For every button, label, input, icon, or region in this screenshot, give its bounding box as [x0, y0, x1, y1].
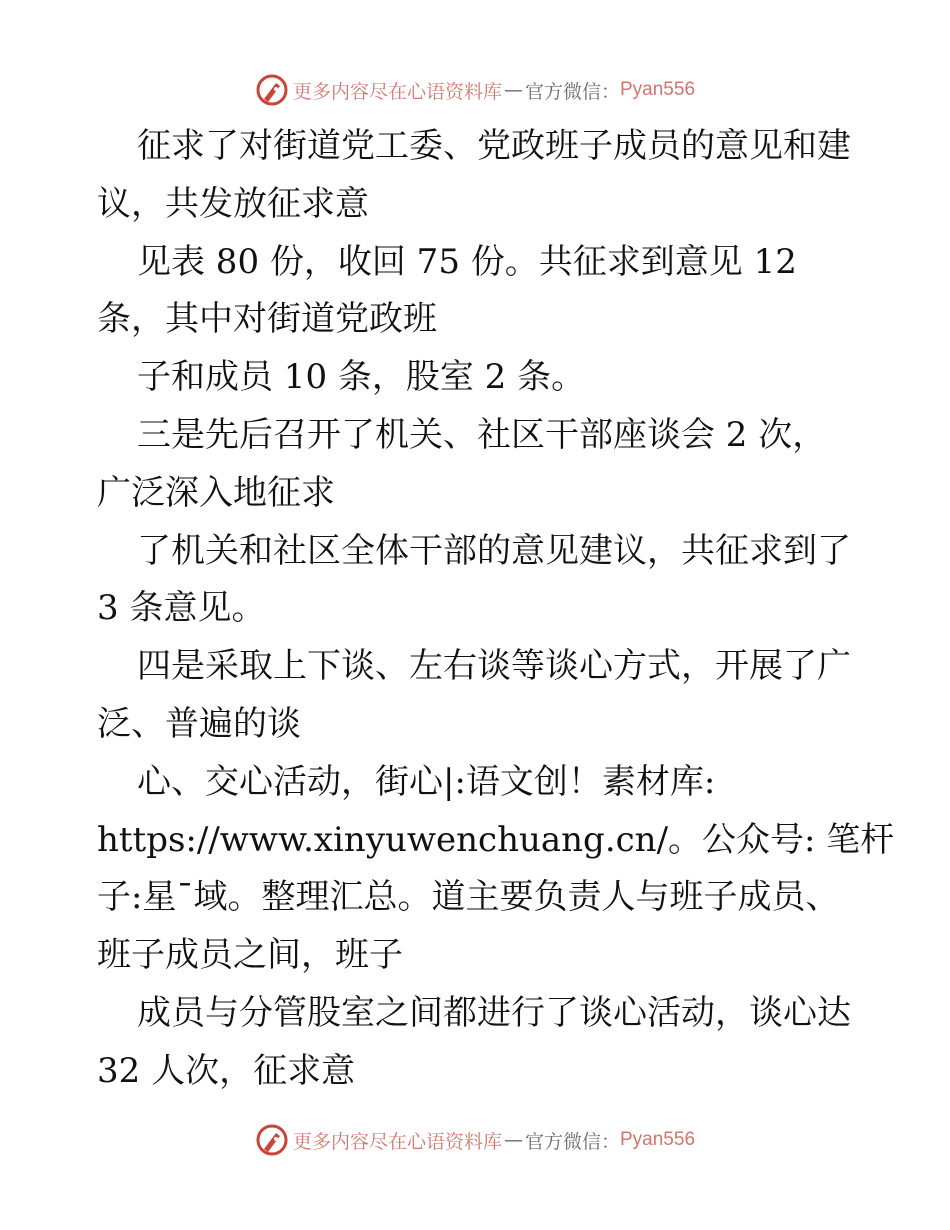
banner-dash: —	[503, 79, 523, 101]
text-line: 子:星¯域。整理汇总。道主要负责人与班子成员、	[97, 877, 840, 918]
text-line: 条，其中对街道党政班	[97, 299, 437, 340]
footer-banner	[0, 1118, 950, 1162]
text-line: 广泛深入地征求	[97, 472, 335, 513]
banner-wechat-label: 官方微信：	[524, 1130, 620, 1153]
header-banner	[0, 68, 950, 112]
pen-nib-circle-icon	[255, 1123, 289, 1157]
document-body	[97, 118, 895, 1101]
text-line: https://www.xinyuwenchuang.cn/。公众号: 笔杆	[97, 819, 895, 860]
banner-main-text: 更多内容尽在心语资料库	[292, 80, 502, 103]
text-line: 子和成员 10 条，股室 2 条。	[137, 357, 586, 398]
text-line: 了机关和社区全体干部的意见建议，共征求到了	[137, 530, 851, 571]
text-line: 三是先后召开了机关、社区干部座谈会 2 次，	[137, 414, 827, 455]
text-line: 议，共发放征求意	[97, 183, 369, 224]
text-line: 32 人次，征求意	[97, 1050, 356, 1091]
text-line: 班子成员之间，班子	[97, 935, 403, 976]
banner-wechat-id: Pyan556	[620, 1129, 696, 1150]
text-line: 成员与分管股室之间都进行了谈心活动，谈心达	[137, 992, 851, 1033]
banner-wechat-label: 官方微信：	[524, 80, 620, 103]
text-line: 四是采取上下谈、左右谈等谈心方式，开展了广	[137, 646, 851, 687]
text-line: 心、交心活动，街心|:语文创！素材库:	[137, 761, 716, 802]
banner-wechat-id: Pyan556	[620, 79, 696, 100]
banner-main-text: 更多内容尽在心语资料库	[292, 1130, 502, 1153]
text-line: 3 条意见。	[97, 588, 266, 629]
text-line: 征求了对街道党工委、党政班子成员的意见和建	[137, 126, 851, 166]
pen-nib-circle-icon	[255, 73, 289, 107]
text-line: 泛、普遍的谈	[97, 703, 301, 744]
text-line: 见表 80 份，收回 75 份。共征求到意见 12	[137, 241, 797, 282]
banner-dash: —	[503, 1129, 523, 1151]
